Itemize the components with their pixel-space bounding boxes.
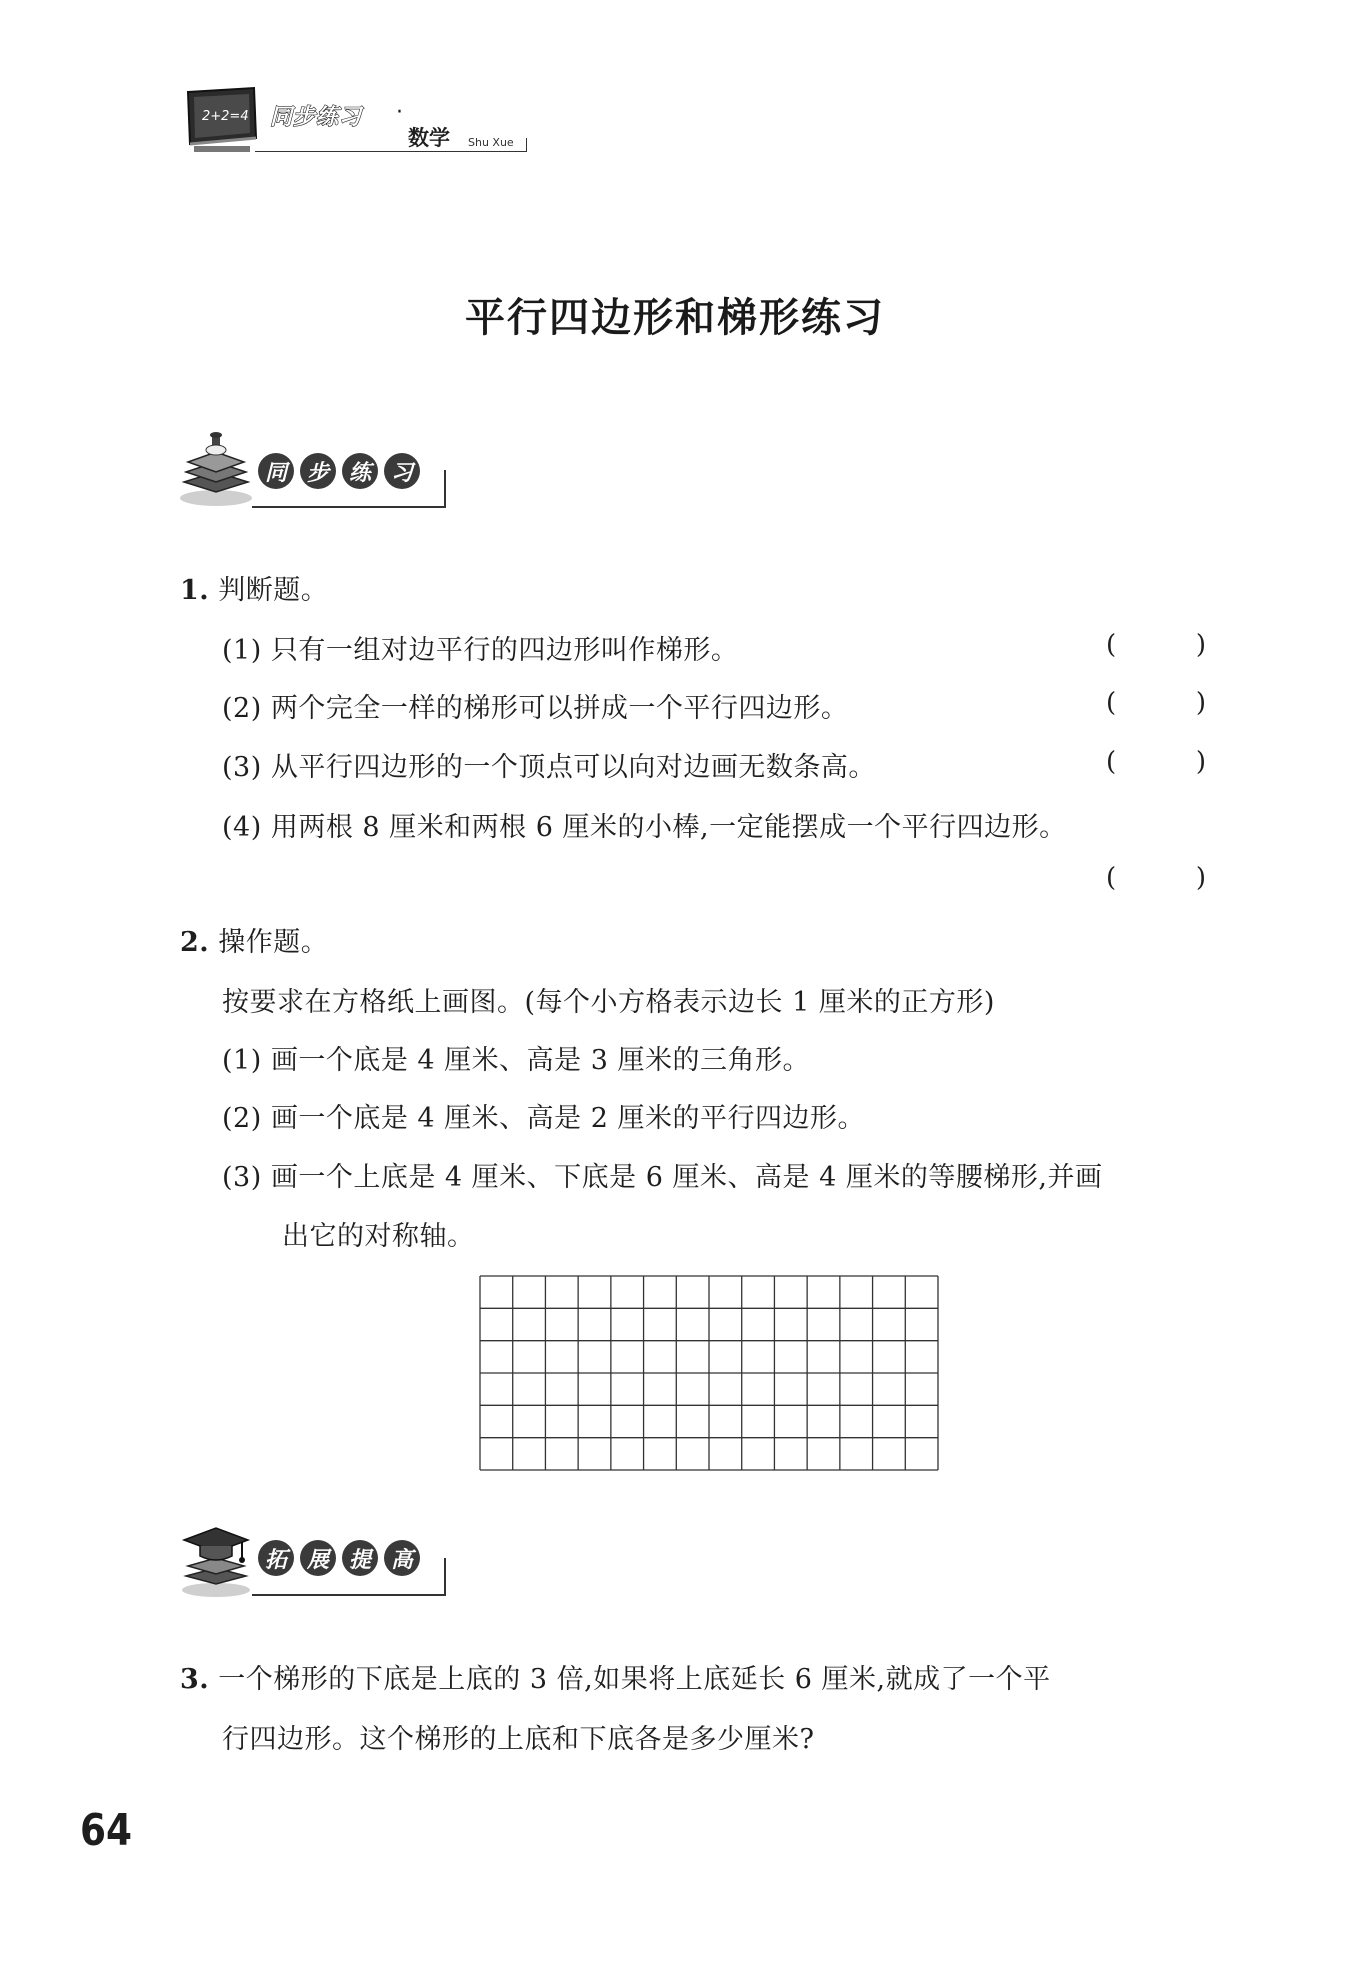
item-label: (4) xyxy=(222,812,262,843)
q2-number: 2. xyxy=(180,927,210,958)
books-lamp-icon xyxy=(176,430,256,510)
item-label: (3) xyxy=(222,1162,262,1193)
q2-item-3-continued: 出它的对称轴。 xyxy=(282,1221,475,1252)
item-label: (1) xyxy=(222,635,262,666)
paren-open: ( xyxy=(1106,747,1117,777)
banner-char: 同 xyxy=(258,453,294,489)
books-graduation-cap-icon xyxy=(176,1520,256,1600)
banner-char: 练 xyxy=(342,453,378,489)
q3-line-2: 行四边形。这个梯形的上底和下底各是多少厘米? xyxy=(222,1724,815,1755)
q2-title: 操作题。 xyxy=(218,927,329,958)
paren-close: ) xyxy=(1195,630,1206,660)
page-number: 64 xyxy=(80,1805,133,1856)
item-label: (3) xyxy=(222,752,262,783)
banner-underline xyxy=(252,506,446,508)
paren-open: ( xyxy=(1106,863,1117,893)
q2-heading xyxy=(180,920,328,959)
answer-parens-3[interactable] xyxy=(1106,747,1206,777)
q1-heading xyxy=(180,568,328,607)
paren-open: ( xyxy=(1106,688,1117,718)
q1-title: 判断题。 xyxy=(218,575,329,606)
banner-char: 展 xyxy=(300,1540,336,1576)
q1-item-1 xyxy=(222,628,738,667)
answer-parens-1[interactable] xyxy=(1106,630,1206,660)
header-subject: 数学 xyxy=(408,126,450,150)
section-banner-sync xyxy=(258,453,420,489)
item-text: 画一个底是 4 厘米、高是 2 厘米的平行四边形。 xyxy=(270,1103,866,1134)
paren-open: ( xyxy=(1106,630,1117,660)
item-text: 画一个上底是 4 厘米、下底是 6 厘米、高是 4 厘米的等腰梯形,并画 xyxy=(270,1162,1103,1193)
item-text: 从平行四边形的一个顶点可以向对边画无数条高。 xyxy=(270,752,876,783)
q1-number: 1. xyxy=(180,575,210,606)
q1-item-3 xyxy=(222,745,876,784)
header-tag: 同步练习 xyxy=(270,105,363,130)
q1-item-4 xyxy=(222,805,1067,844)
banner-char: 高 xyxy=(384,1540,420,1576)
item-label: (1) xyxy=(222,1045,262,1076)
banner-char: 拓 xyxy=(258,1540,294,1576)
header-pinyin: Shu Xue xyxy=(468,136,514,149)
item-label: (2) xyxy=(222,693,262,724)
chalkboard-icon xyxy=(184,86,260,156)
item-text: 用两根 8 厘米和两根 6 厘米的小棒,一定能摆成一个平行四边形。 xyxy=(270,812,1067,843)
item-text: 两个完全一样的梯形可以拼成一个平行四边形。 xyxy=(270,693,849,724)
answer-parens-2[interactable] xyxy=(1106,688,1206,718)
page-title: 平行四边形和梯形练习 xyxy=(465,294,885,341)
banner-char: 步 xyxy=(300,453,336,489)
item-label: (2) xyxy=(222,1103,262,1134)
item-text: 画一个底是 4 厘米、高是 3 厘米的三角形。 xyxy=(270,1045,811,1076)
q3-number: 3. xyxy=(180,1664,210,1695)
banner-char: 提 xyxy=(342,1540,378,1576)
item-text: 只有一组对边平行的四边形叫作梯形。 xyxy=(270,635,739,666)
paren-close: ) xyxy=(1195,863,1206,893)
header-dot: · xyxy=(396,100,403,125)
q2-item-2 xyxy=(222,1096,865,1135)
section-banner-extend xyxy=(258,1540,420,1576)
banner-underline-end xyxy=(444,470,446,508)
paren-close: ) xyxy=(1195,747,1206,777)
paren-close: ) xyxy=(1195,688,1206,718)
q1-item-2 xyxy=(222,686,848,725)
q2-instruction: 按要求在方格纸上画图。(每个小方格表示边长 1 厘米的正方形) xyxy=(222,987,995,1018)
chalkboard-text: 2+2=4 xyxy=(202,109,249,124)
header-underline-end xyxy=(526,138,527,151)
banner-char: 习 xyxy=(384,453,420,489)
q2-item-1 xyxy=(222,1038,810,1077)
q3-text: 一个梯形的下底是上底的 3 倍,如果将上底延长 6 厘米,就成了一个平 xyxy=(218,1664,1051,1695)
q2-item-3 xyxy=(222,1155,1102,1194)
q3-line-1 xyxy=(180,1657,1051,1696)
graph-paper-grid[interactable] xyxy=(479,1275,939,1471)
banner-underline xyxy=(252,1594,446,1596)
answer-parens-4[interactable] xyxy=(1106,863,1206,893)
banner-underline-end xyxy=(444,1558,446,1596)
header-underline xyxy=(255,151,527,152)
